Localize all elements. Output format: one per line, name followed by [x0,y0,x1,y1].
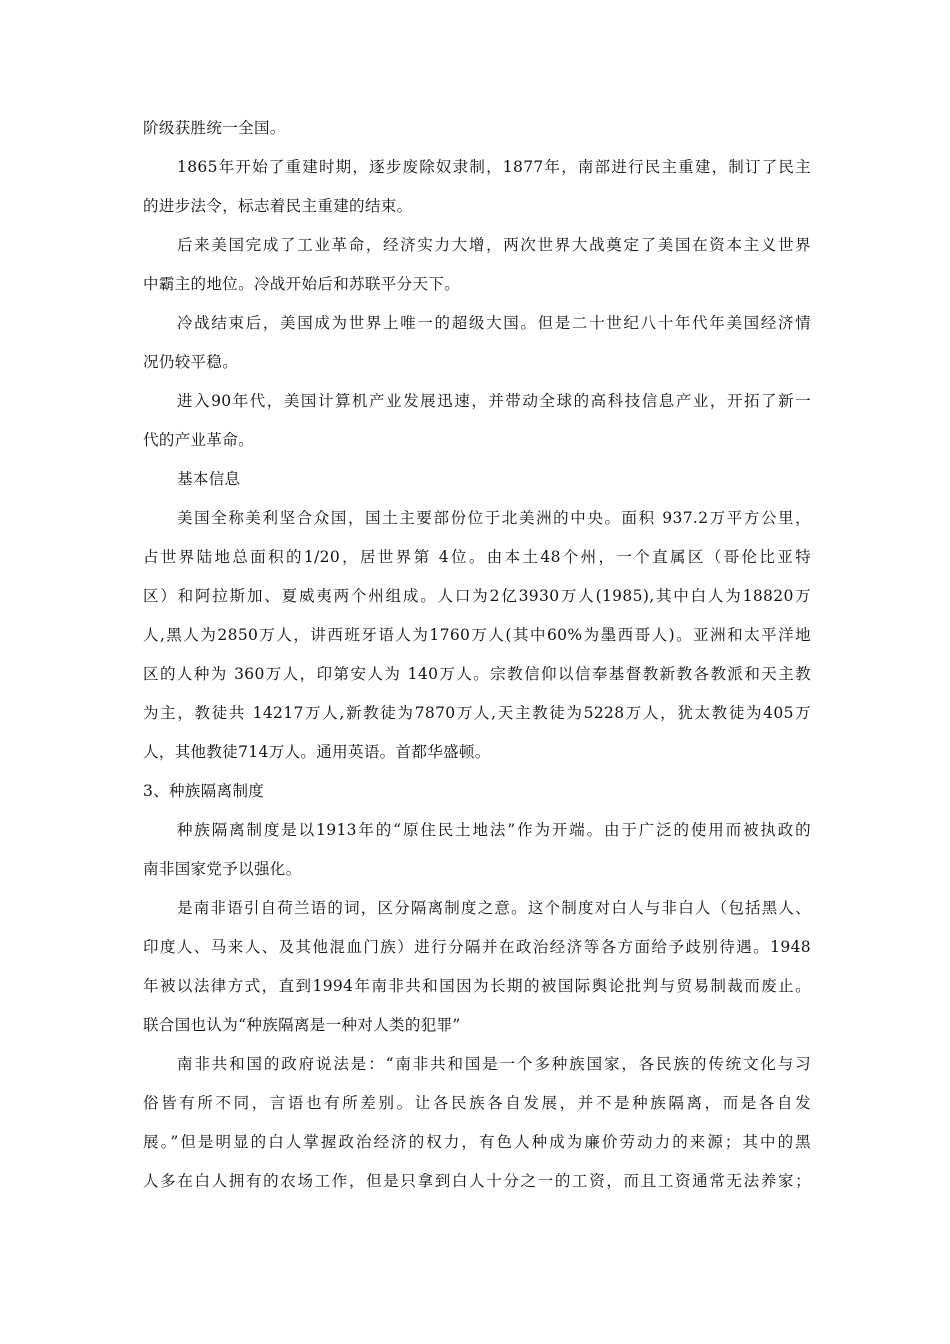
paragraph-line: 人,黑人为2850万人，讲西班牙语人为1760万人(其中60%为墨西哥人)。亚洲和太平洋地 [143,626,811,644]
paragraph-line: 区的人种为 360万人，印第安人为 140万人。宗教信仰以信奉基督教新教各教派和天主教 [143,665,811,683]
paragraph-line: 人多在白人拥有的农场工作，但是只拿到白人十分之一的工资，而且工资通常无法养家； [143,1172,811,1190]
paragraph-line: 俗皆有所不同，言语也有所差别。让各民族各自发展，并不是种族隔离，而是各自发 [143,1094,811,1112]
paragraph-line: 况仍较平稳。 [143,353,239,371]
section-heading: 3、种族隔离制度 [143,782,265,800]
paragraph-line: 为主，教徒共 14217万人,新教徒为7870万人,天主教徒为5228万人，犹太教徒为405万 [143,704,811,722]
paragraph-line: 阶级获胜统一全国。 [143,119,286,137]
paragraph-line: 是南非语引自荷兰语的词，区分隔离制度之意。这个制度对白人与非白人（包括黑人、 [177,899,811,917]
paragraph-line: 人，其他教徒714万人。通用英语。首都华盛顿。 [143,743,491,761]
paragraph-line: 南非共和国的政府说法是：“南非共和国是一个多种族国家，各民族的传统文化与习 [177,1055,811,1073]
paragraph-line: 南非国家党予以强化。 [143,860,302,878]
paragraph-line: 的进步法令，标志着民主重建的结束。 [143,197,413,215]
paragraph-line: 美国全称美利坚合众国，国土主要部份位于北美洲的中央。面积 937.2万平方公里， [177,509,811,527]
paragraph-line: 代的产业革命。 [143,431,254,449]
paragraph-line: 年被以法律方式，直到1994年南非共和国因为长期的被国际舆论批判与贸易制裁而废止。 [143,977,811,995]
paragraph-line: 冷战结束后，美国成为世界上唯一的超级大国。但是二十世纪八十年代年美国经济情 [177,314,811,332]
paragraph-line: 印度人、马来人、及其他混血门族）进行分隔并在政治经济等各方面给予歧别待遇。1948 [143,938,811,956]
paragraph-line: 中霸主的地位。冷战开始后和苏联平分天下。 [143,275,461,293]
section-heading: 基本信息 [177,470,241,488]
paragraph-line: 占世界陆地总面积的1/20，居世界第 4位。由本土48个州，一个直属区（哥伦比亚特 [143,548,811,566]
document-body [143,118,811,1210]
paragraph-line: 后来美国完成了工业革命，经济实力大增，两次世界大战奠定了美国在资本主义世界 [177,236,811,254]
paragraph-line: 种族隔离制度是以1913年的“原住民土地法”作为开端。由于广泛的使用而被执政的 [177,821,811,839]
paragraph-line: 展。”但是明显的白人掌握政治经济的权力，有色人种成为廉价劳动力的来源；其中的黑 [143,1133,811,1151]
paragraph-line: 区）和阿拉斯加、夏威夷两个州组成。人口为2亿3930万人(1985),其中白人为18820万 [143,587,811,605]
paragraph-line: 1865年开始了重建时期，逐步废除奴隶制，1877年，南部进行民主重建，制订了民主 [177,158,811,176]
paragraph-line: 联合国也认为“种族隔离是一种对人类的犯罪” [143,1016,461,1034]
paragraph-line: 进入90年代，美国计算机产业发展迅速，并带动全球的高科技信息产业，开拓了新一 [177,392,811,410]
